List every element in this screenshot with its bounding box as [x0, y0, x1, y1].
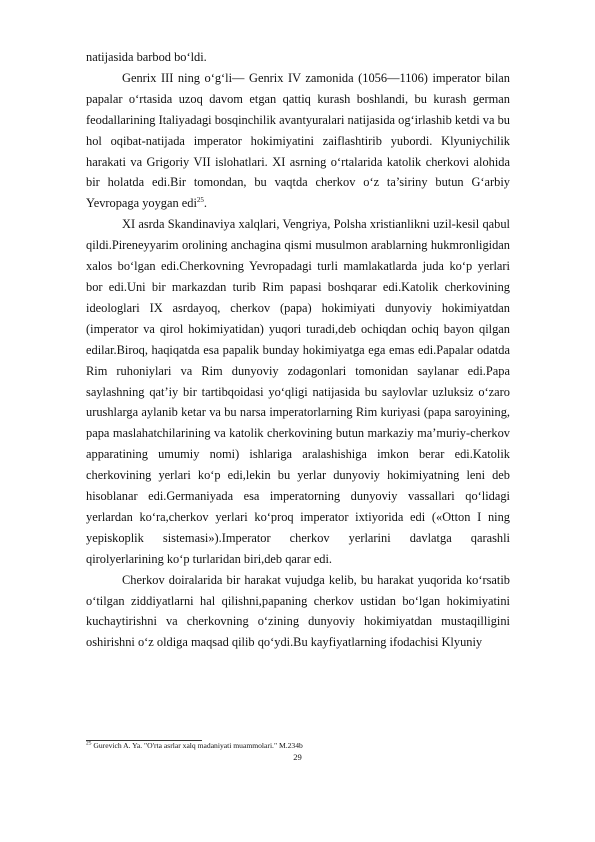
page-number: 29 [293, 752, 302, 762]
footnote-number: 25 [86, 740, 92, 747]
footnote-reference: 25 [196, 196, 204, 205]
paragraph: Cherkov doiralarida bir harakat vujudga kelib, bu harakat yuqorida ko‘rsatib o‘tilgan ziddiyatlarni hal qilishni,papaning cherkov ustidan bo‘lgan hokimiyatini kuchaytirishni va cherkovning o‘zining dunyoviy hokimiyatdan mustaqilligini oshirishni o‘z oldiga maqsad qilib qo‘ydi.Bu kayfiyatlarning ifodachisi Klyuniy [86, 572, 510, 650]
footnote [86, 741, 510, 751]
paragraph: XI asrda Skandinaviya xalqlari, Vengriya, Polsha xristianlikni uzil-kesil qabul qildi.Pireneyyarim orolining anchagina qismi musulmon arablarning hukmronligidan xalos bo‘lgan edi.Cherkovning Yevropadagi turli mamlakatlarda juda ko‘p yerlari bor edi.Uni bir markazdan turib Rim papasi boshqarar edi.Katolik cherkovining ideologlari IX asrdayoq, cherkov (papa) hokimiyati dunyoviy hokimiyatdan (imperator va qirol hokimiyatidan) yuqori turadi,deb ochiqdan ochiq bayon qilgan edilar.Biroq, haqiqatda esa papalik bunday hokimiyatga ega emas edi.Papalar odatda Rim ruhoniylari va Rim dunyoviy zodagonlari tomonidan saylanar edi.Papa saylashning qat’iy bir tartibqoidasi yo‘qligi natijasida bu saylovlar uzluksiz o‘zaro urushlarga aylanib ketar va bu narsa imperatorlarning Rim kuriyasi (papa saroyining, papa maslahatchilarining va katolik cherkovining butun markaziy ma’muriy-cherkov apparatining umumiy nomi) ishlariga aralashishiga imkon berar edi.Katolik cherkovining yerlari ko‘p edi,lekin bu yerlar dunyoviy hokimiyatning leni deb hisoblanar edi.Germaniyada esa imperatorning dunyoviy vassallari qo‘lidagi yerlardan ko‘ra,cherkov yerlari ko‘proq imperator ixtiyorida edi («Otton I ning yepiskoplik sistemasi»).Imperator cherkov yerlarini davlatga qarashli qirolyerlarining ko‘p turlaridan biri,deb qarar edi. [86, 217, 510, 566]
footnote-text: Gurevich A. Ya. "O'rta asrlar xalq madaniyati muammolari." M.234b [91, 741, 303, 750]
body-text [86, 47, 510, 653]
paragraph: Genrix III ning o‘g‘li— Genrix IV zamonida (1056—1106) imperator bilan papalar o‘rtasida uzoq davom etgan qattiq kurash boshlandi, bu kurash german feodallarining Italiyadagi bosqinchilik avantyuralari natijasida og‘irlashib ketdi va bu hol oqibat-natijada imperator hokimiyatini zaiflashtirib yubordi. Klyuniychilik harakati va Grigoriy VII islohatlari. XI asrning o‘rtalarida katolik cherkovi alohida bir holatda edi.Bir tomondan, bu vaqtda cherkov o‘z ta’siriny butun G‘arbiy Yevropaga yoygan edi$^{25}$. [86, 70, 510, 211]
paragraph-continuation: natijasida barbod bo‘ldi. [86, 50, 207, 64]
paragraph-text: Genrix III ning o‘g‘li— Genrix IV zamonida (1056—1106) imperator bilan papalar o‘rtasida uzoq davom etgan qattiq kurash boshlandi, bu kurash german feodallarining Italiyadagi bosqinchilik avantyuralari natijasida og‘irlashib ketdi va bu hol oqibat-natijada imperator hokimiyatini zaiflashtirib yubordi. Klyuniychilik harakati va Grigoriy VII islohatlari. XI asrning o‘rtalarida katolik cherkovi alohida bir holatda edi.Bir tomondan, bu vaqtda cherkov o‘z ta’siriny butun G‘arbiy Yevropaga yoygan edi [86, 70, 510, 211]
